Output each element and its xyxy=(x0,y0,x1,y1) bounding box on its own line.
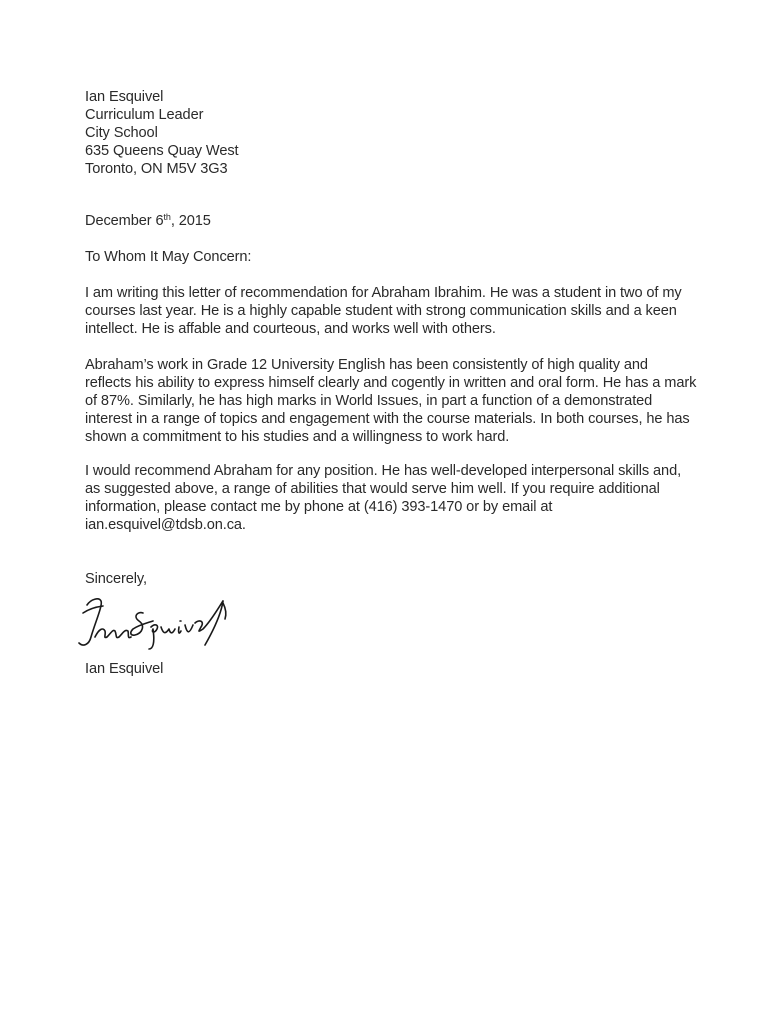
letter xyxy=(85,88,697,677)
date-rest: , 2015 xyxy=(170,213,211,229)
date-prefix: December 6 xyxy=(85,213,164,229)
body-paragraph-2: Abraham’s work in Grade 12 University English has been consistently of high quality and reflects his ability to express himself clearly and cogently in written and oral form. He has a mark of 87%. Similarly, he has high marks in World Issues, in part a function of a demonstrated interest in a range of topics and engagement with the course materials. In both courses, he has shown a commitment to his studies and a willingness to work hard. xyxy=(85,357,697,445)
sender-organization: City School xyxy=(85,125,158,141)
sender-name: Ian Esquivel xyxy=(85,89,164,105)
body-paragraph-1: I am writing this letter of recommendation for Abraham Ibrahim. He was a student in two of my courses last year. He is a highly capable student with strong communication skills and a keen intellect. He is affable and courteous, and works well with others. xyxy=(85,285,682,337)
body-paragraph-3: I would recommend Abraham for any position. He has well-developed interpersonal skills and, as suggested above, a range of abilities that would serve him well. If you require additional information, please contact me by phone at (416) 393-1470 or by email at ian.esquivel@tdsb.on.ca. xyxy=(85,463,682,533)
sender-address xyxy=(85,88,697,178)
sender-title: Curriculum Leader xyxy=(85,107,204,123)
handwritten-signature xyxy=(73,593,243,651)
closing: Sincerely, xyxy=(85,571,147,587)
sender-street: 635 Queens Quay West xyxy=(85,143,239,159)
sender-city: Toronto, ON M5V 3G3 xyxy=(85,161,228,177)
date-ordinal-suffix: th xyxy=(163,212,171,222)
salutation: To Whom It May Concern: xyxy=(85,249,252,265)
signer-name: Ian Esquivel xyxy=(85,661,164,677)
letter-date xyxy=(85,212,211,230)
